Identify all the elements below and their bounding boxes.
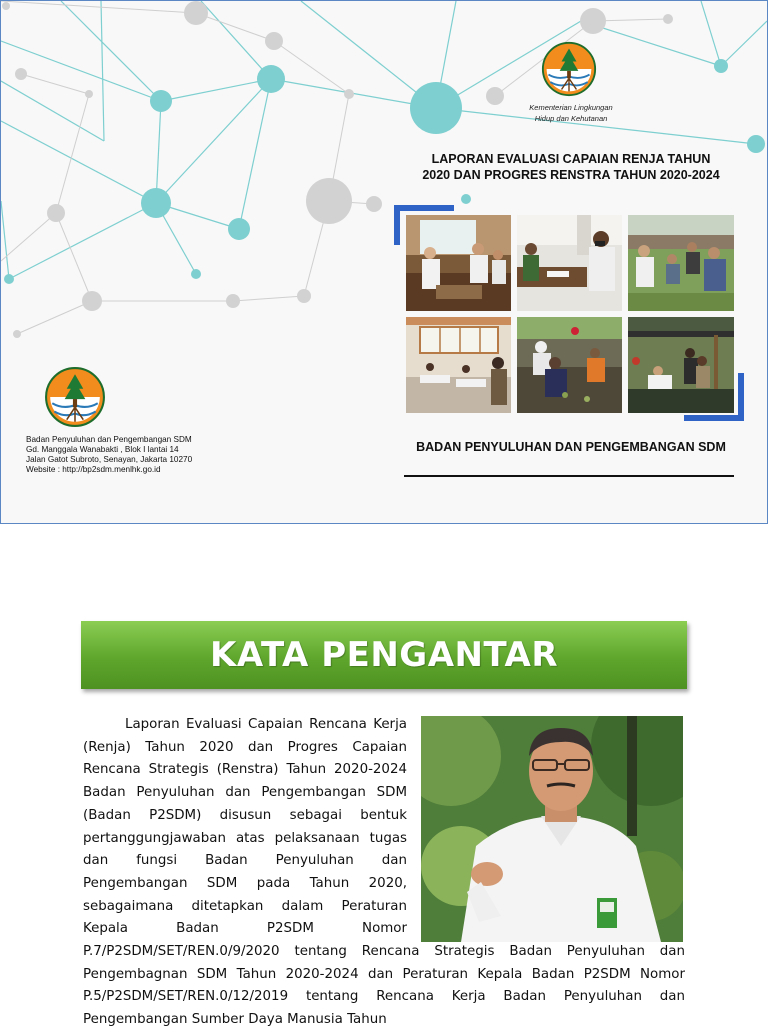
foreword-paragraph: Laporan Evaluasi Capaian Rencana Kerja (Renja) Tahun 2020 dan Progres Capaian Rencana Strategis (Renstra) Tahun 2020-2024 Badan Penyuluhan dan Pengembangan SDM (Badan P2SDM) disusun sebagai bentuk pertanggungjawaban atas pelaksanaan tugas dan fungsi Badan Penyuluhan dan Pengembangan SDM pada Tahun 2020, sebagaimana ditetapkan dalam Peraturan Kepala Badan P2SDM Nomor P.7/P2SDM/SET/REN.0/9/2020 tentang Rencana Strategis Badan Penyuluhan dan Pengembagnan SDM Tahun 2020-2024 dan Peraturan Kepala Badan P2SDM Nomor P.5/P2SDM/SET/REN.0/12/2019 tentang Rencana Kerja Badan Penyuluhan dan Pengembangan Sumber Daya Manusia Tahun [83, 717, 685, 1028]
address-line: Gd. Manggala Wanabakti , Blok I lantai 14 [26, 445, 179, 454]
title-underline [404, 475, 734, 477]
meeting-handshake-photo [406, 215, 511, 311]
report-title-line2: 2020 DAN PROGRES RENSTRA TAHUN 2020-2024 [422, 168, 720, 182]
soil-planting-photo [517, 317, 622, 413]
ministry-name-line2: Hidup dan Kehutanan [534, 114, 608, 123]
photo-collage [394, 205, 744, 421]
classroom-photo [406, 317, 511, 413]
address-website: Website : http://bp2sdm.menlhk.go.id [26, 465, 161, 474]
portrait-spacer [407, 714, 685, 940]
foreword-heading: KATA PENGANTAR [209, 635, 559, 675]
ministry-name-line1: Kementerian Lingkungan [529, 103, 613, 112]
address-line: Badan Penyuluhan dan Pengembangan SDM [26, 435, 192, 444]
report-title [396, 151, 746, 183]
collage-corner-accent [738, 373, 744, 421]
ministry-logo [44, 366, 106, 428]
outdoor-group-photo [628, 215, 734, 311]
collage-corner-accent [684, 415, 744, 421]
address-line: Jalan Gatot Subroto, Senayan, Jakarta 10270 [26, 455, 193, 464]
ministry-logo [541, 41, 597, 97]
agency-name: BADAN PENYULUHAN DAN PENGEMBANGAN SDM [416, 440, 726, 454]
foreword-banner [81, 621, 687, 689]
foreword-body [83, 714, 685, 1032]
collage-corner-accent [394, 205, 400, 245]
ministry-name [501, 102, 641, 124]
report-title-line1: LAPORAN EVALUASI CAPAIAN RENJA TAHUN [431, 152, 711, 166]
field-training-photo [628, 317, 734, 413]
masked-discussion-photo [517, 215, 622, 311]
collage-corner-accent [394, 205, 454, 211]
agency-address [26, 435, 192, 475]
